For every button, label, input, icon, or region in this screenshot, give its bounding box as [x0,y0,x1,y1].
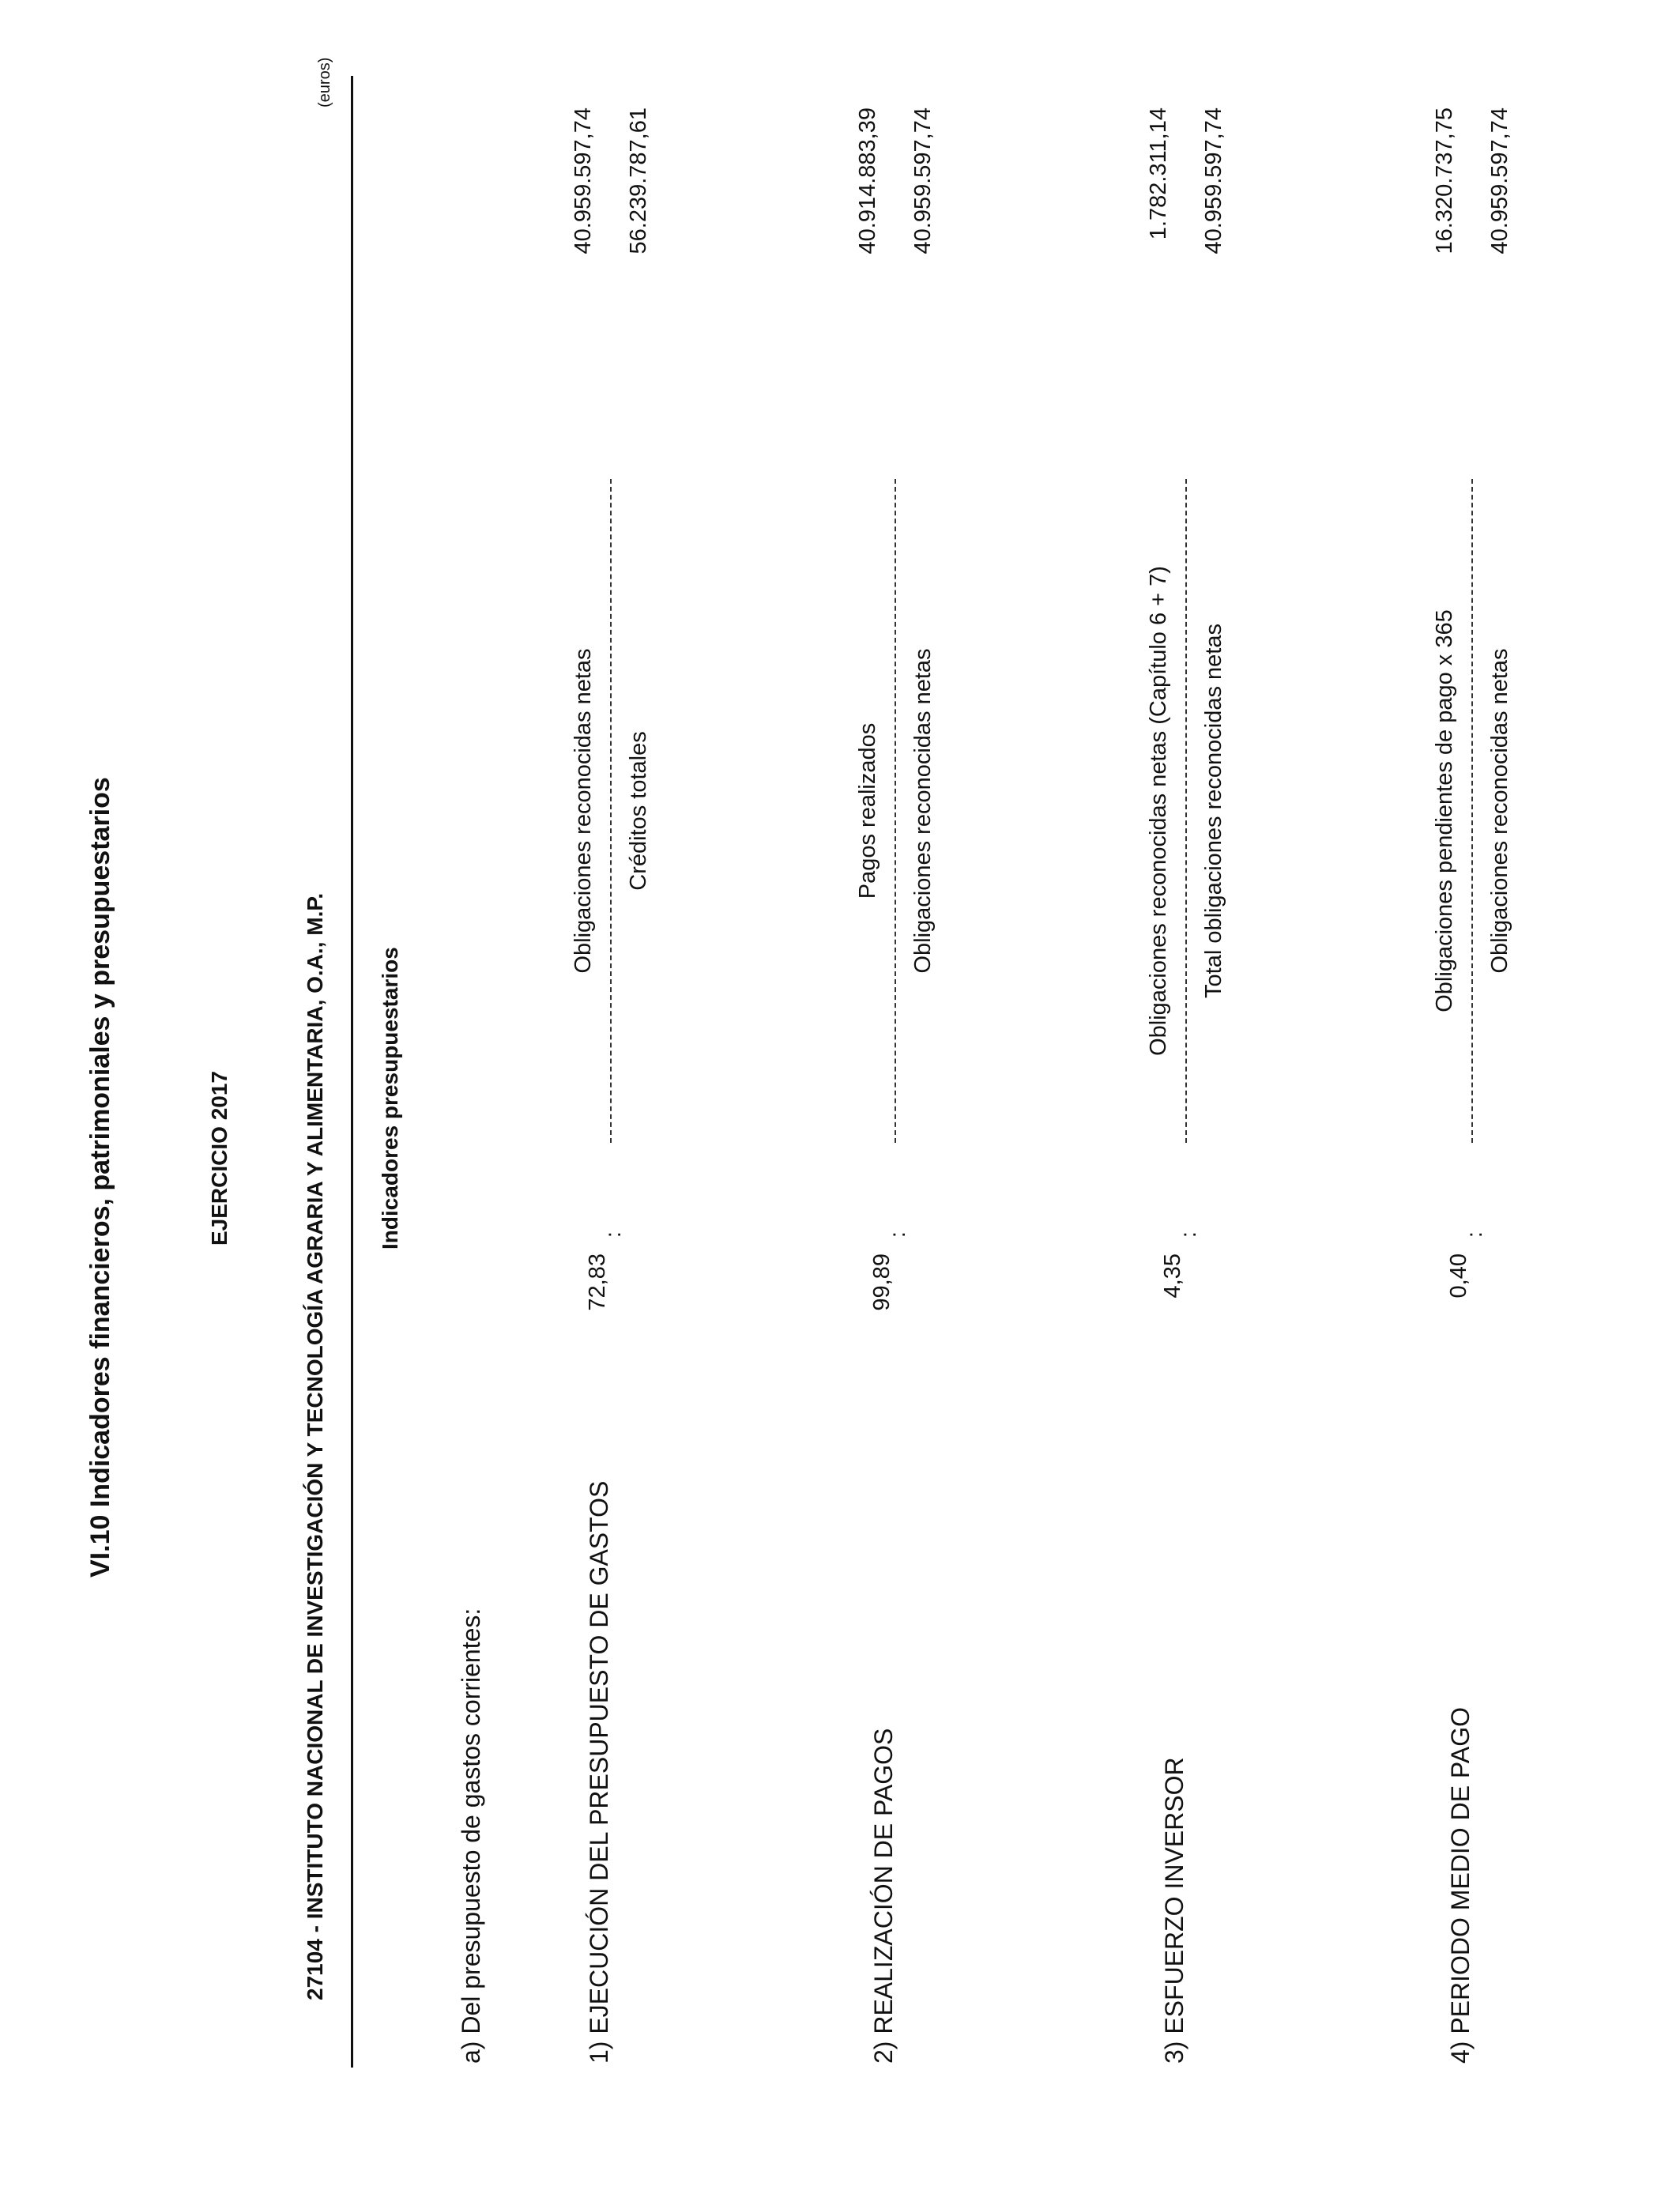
formula-fraction-line [895,479,896,1143]
indicator-value: 72,83 [585,1253,610,1311]
denominator-amount: 40.959.597,74 [1201,107,1226,254]
header-rule [351,76,353,2068]
indicator-colon: : [1462,1231,1486,1238]
formula-numerator: Obligaciones pendientes de pago x 365 [1432,609,1457,1012]
formula-fraction-line [610,479,612,1143]
indicator-label: 4) PERIODO MEDIO DE PAGO [1446,1706,1475,2064]
formula-denominator: Obligaciones reconocidas netas [910,648,936,974]
formula-numerator: Obligaciones reconocidas netas [571,648,596,974]
indicator-value: 4,35 [1160,1253,1185,1299]
formula-denominator: Total obligaciones reconocidas netas [1201,624,1226,998]
denominator-amount: 40.959.597,74 [1487,107,1512,254]
indicator-colon: : [1176,1231,1200,1238]
numerator-amount: 40.959.597,74 [571,107,596,254]
section-title: Indicadores presupuestarios [378,947,402,1250]
formula-fraction-line [1185,479,1187,1143]
section-subtitle: a) Del presupuesto de gastos corrientes: [457,1608,485,2064]
units-label: (euros) [316,57,333,107]
numerator-amount: 1.782.311,14 [1146,107,1171,240]
indicator-colon: : [601,1231,625,1238]
formula-denominator: Créditos totales [626,731,651,891]
formula-numerator: Pagos realizados [855,722,880,899]
indicator-label: 2) REALIZACIÓN DE PAGOS [869,1728,898,2064]
entity-name: 27104 - INSTITUTO NACIONAL DE INVESTIGACIÓN Y TECNOLOGÍA AGRARIA Y ALIMENTARIA, O.A., M.P. [303,892,327,2000]
indicator-label: 1) EJECUCIÓN DEL PRESUPUESTO DE GASTOS [585,1480,613,2064]
exercise-year: EJERCICIO 2017 [207,1071,232,1246]
formula-fraction-line [1471,479,1473,1143]
indicator-label: 3) ESFUERZO INVERSOR [1160,1757,1188,2064]
indicator-value: 0,40 [1446,1253,1471,1299]
formula-numerator: Obligaciones reconocidas netas (Capítulo 6 + 7) [1146,566,1171,1056]
denominator-amount: 40.959.597,74 [910,107,936,254]
numerator-amount: 40.914.883,39 [855,107,880,254]
denominator-amount: 56.239.787,61 [626,107,651,254]
numerator-amount: 16.320.737,75 [1432,107,1457,254]
indicator-colon: : [885,1231,910,1238]
formula-denominator: Obligaciones reconocidas netas [1487,648,1512,974]
document-title: VI.10 Indicadores financieros, patrimoniales y presupuestarios [85,777,115,1578]
indicator-value: 99,89 [869,1253,895,1311]
